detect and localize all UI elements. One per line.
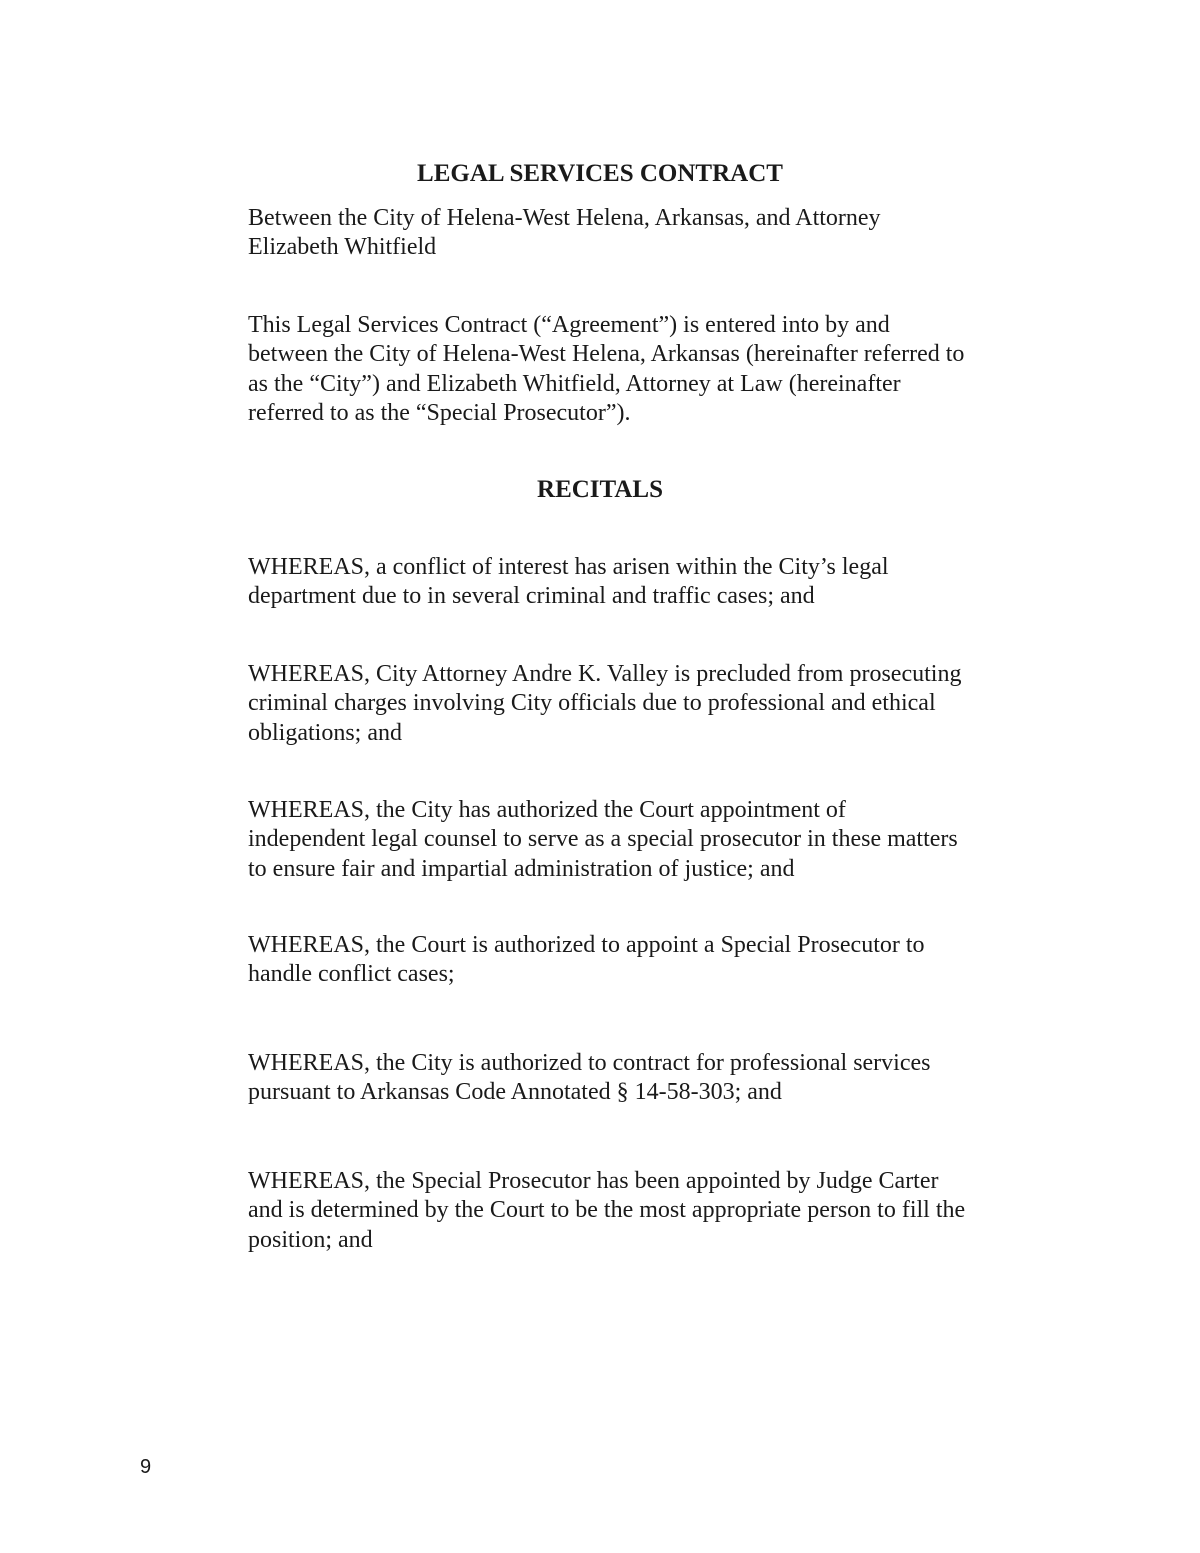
document-title: LEGAL SERVICES CONTRACT: [417, 160, 783, 187]
recital-paragraph: WHEREAS, the City has authorized the Court appointment of independent legal counsel to serve as a special prosecutor in these matters to ensure fair and impartial administration of justice; and: [248, 797, 958, 882]
recital-paragraph: WHEREAS, a conflict of interest has arisen within the City’s legal department due to in several criminal and traffic cases; and: [248, 554, 889, 610]
contract-parties-line: Between the City of Helena-West Helena, Arkansas, and Attorney Elizabeth Whitfield: [248, 205, 881, 261]
page-number: 9: [140, 1456, 152, 1478]
recital-paragraph: WHEREAS, the City is authorized to contract for professional services pursuant to Arkansas Code Annotated § 14-58-303; and: [248, 1050, 931, 1106]
recitals-heading: RECITALS: [537, 476, 663, 503]
recital-paragraph: WHEREAS, the Special Prosecutor has been appointed by Judge Carter and is determined by the Court to be the most appropriate person to fill the position; and: [248, 1168, 966, 1253]
intro-paragraph: This Legal Services Contract (“Agreement”) is entered into by and between the City of Helena-West Helena, Arkansas (hereinafter referred to as the “City”) and Elizabeth Whitfield, Attorney at Law (hereinafter referred to as the “Special Prosecutor”).: [248, 312, 965, 426]
recital-paragraph: WHEREAS, the Court is authorized to appoint a Special Prosecutor to handle conflict cases;: [248, 932, 925, 988]
recital-paragraph: WHEREAS, City Attorney Andre K. Valley is precluded from prosecuting criminal charges involving City officials due to professional and ethical obligations; and: [248, 661, 962, 746]
